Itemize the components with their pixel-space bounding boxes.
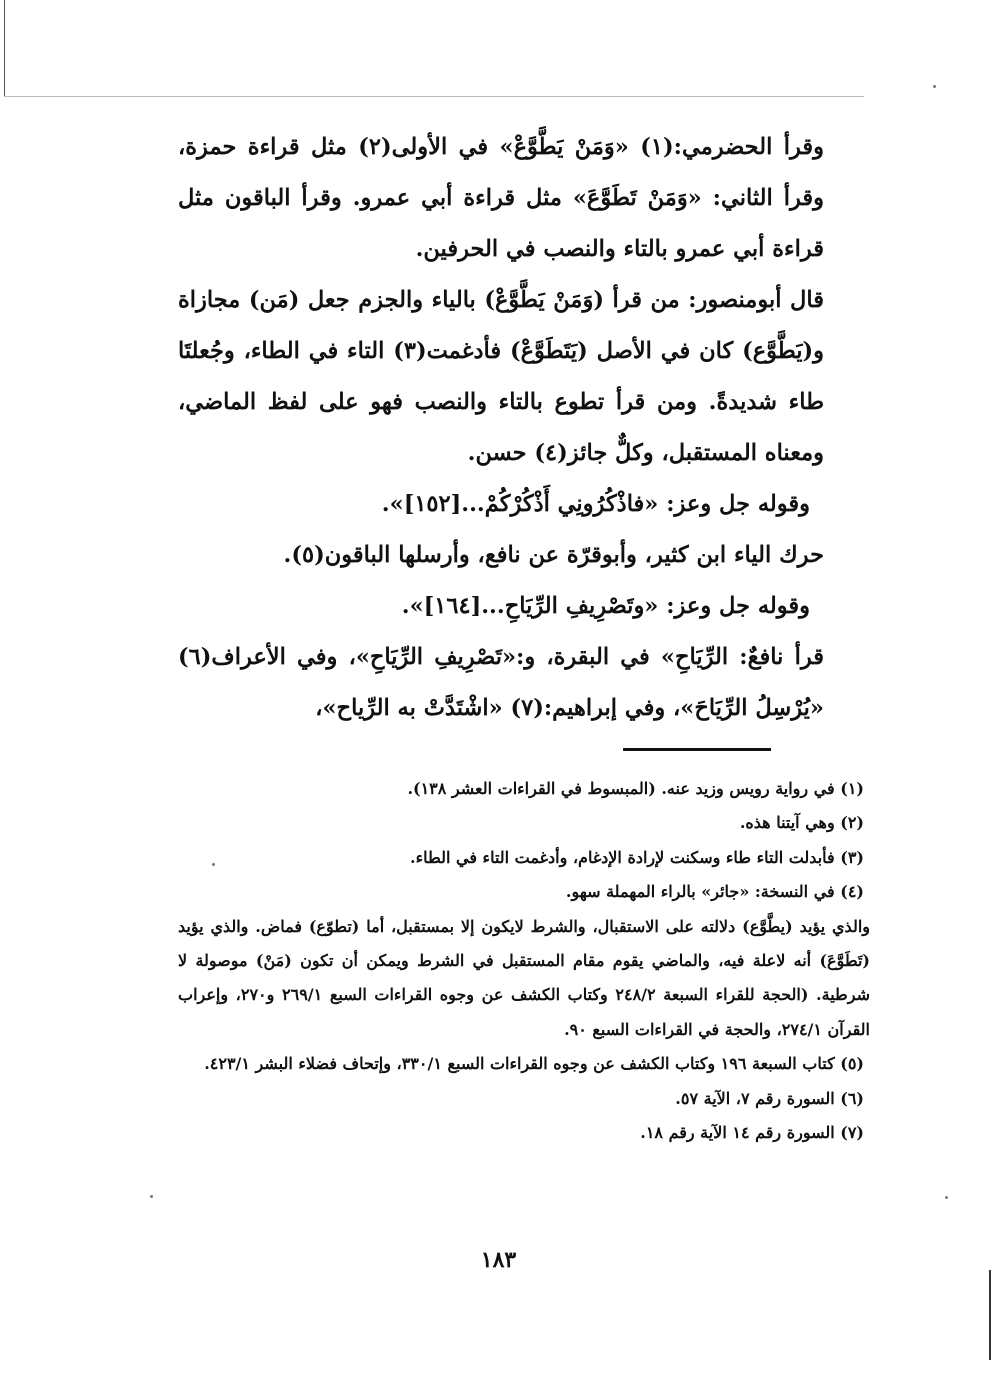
footnote-divider [623,748,771,751]
paragraph-nafi-reading: قرأ نافعٌ: الرِّيَاحِ» في البقرة، و:«تَصْرِيفِ الرِّيَاحِ»، وفي الأعراف(٦) «يُرْسِلُ الرِّيَاحَ»، وفي إبراهيم:(٧) «اشْتَدَّتْ به الرِّياح»، [178,644,824,721]
paragraph-abu-mansur: قال أبومنصور: من قرأ (وَمَنْ يَطَّوَّعْ) بالياء والجزم جعل (مَن) مجازاة و(يَطَّوَّع) كان في الأصل (يَتَطَوَّعْ) فأدغمت(٣) التاء في الطاء، وجُعلتَا طاء شديدةً. ومن قرأ تطوع بالتاء والنصب فهو على لفظ الماضي، ومعناه المستقبل، وكلٌّ جائز(٤) حسن. [178,287,824,466]
scan-edge-top [4,96,864,97]
scan-edge-left [4,0,5,96]
footnote-3: (٣) فأبدلت التاء طاء وسكنت لإرادة الإدغام، وأدغمت التاء في الطاء. [410,847,864,867]
page-number: ١٨٣ [480,1247,517,1273]
footnote-7: (٧) السورة رقم ١٤ الآية رقم ١٨. [640,1123,864,1143]
main-text [178,122,870,734]
footnote-4-continuation: والذي يؤيد (يطَّوَّع) دلالته على الاستقبال، والشرط لايكون إلا بمستقبل، أما (تطوّع) فماض. والذي يؤيد (تَطَوَّعَ) أنه لاعلة فيه، والماضي يقوم مقام المستقبل في الشرط ويمكن أن تكون (مَنْ) موصولة لا شرطية. (الحجة للقراء السبعة ٢٤٨/٢ وكتاب الكشف عن وجوه القراءات السبع ٢٦٩/١ و٢٧٠، وإعراب القرآن ٢٧٤/١، والحجة في القراءات السبع ٩٠. [178,916,870,1039]
paragraph-hadrami-reading: وقرأ الحضرمي:(١) «وَمَنْ يَطَّوَّعْ» في الأولى(٢) مثل قراءة حمزة، وقرأ الثاني: «وَمَنْ تَطَوَّعَ» مثل قراءة أبي عمرو. وقرأ الباقون مثل قراءة أبي عمرو بالتاء والنصب في الحرفين. [178,134,825,262]
paragraph-ya-reading: حرك الياء ابن كثير، وأبوقرّة عن نافع، وأرسلها الباقون(٥). [283,542,824,568]
footnote-5: (٥) كتاب السبعة ١٩٦ وكتاب الكشف عن وجوه القراءات السبع ٣٣٠/١، وإتحاف فضلاء البشر ٤٢٣/١. [204,1054,864,1074]
scan-speck [945,1196,948,1199]
footnotes [178,772,870,1150]
scan-edge-right [989,1270,991,1360]
footnote-6: (٦) السورة رقم ٧، الآية ٥٧. [675,1088,864,1108]
scan-speck [150,1195,153,1198]
verse-152: وقوله جل وعز: «فاذْكُرُونِي أَذْكُرْكُمْ...[١٥٢]». [381,491,810,517]
footnote-4: (٤) في النسخة: «جائر» بالراء المهملة سهو. [565,882,864,902]
verse-164: وقوله جل وعز: «وتَصْرِيفِ الرِّيَاحِ...[١٦٤]». [401,593,810,619]
scan-speck [933,85,936,88]
footnote-1: (١) في رواية رويس وزيد عنه. (المبسوط في القراءات العشر ١٣٨). [407,779,864,798]
scan-speck [212,863,215,866]
footnote-2: (٢) وهي آيتنا هذه. [739,813,864,833]
